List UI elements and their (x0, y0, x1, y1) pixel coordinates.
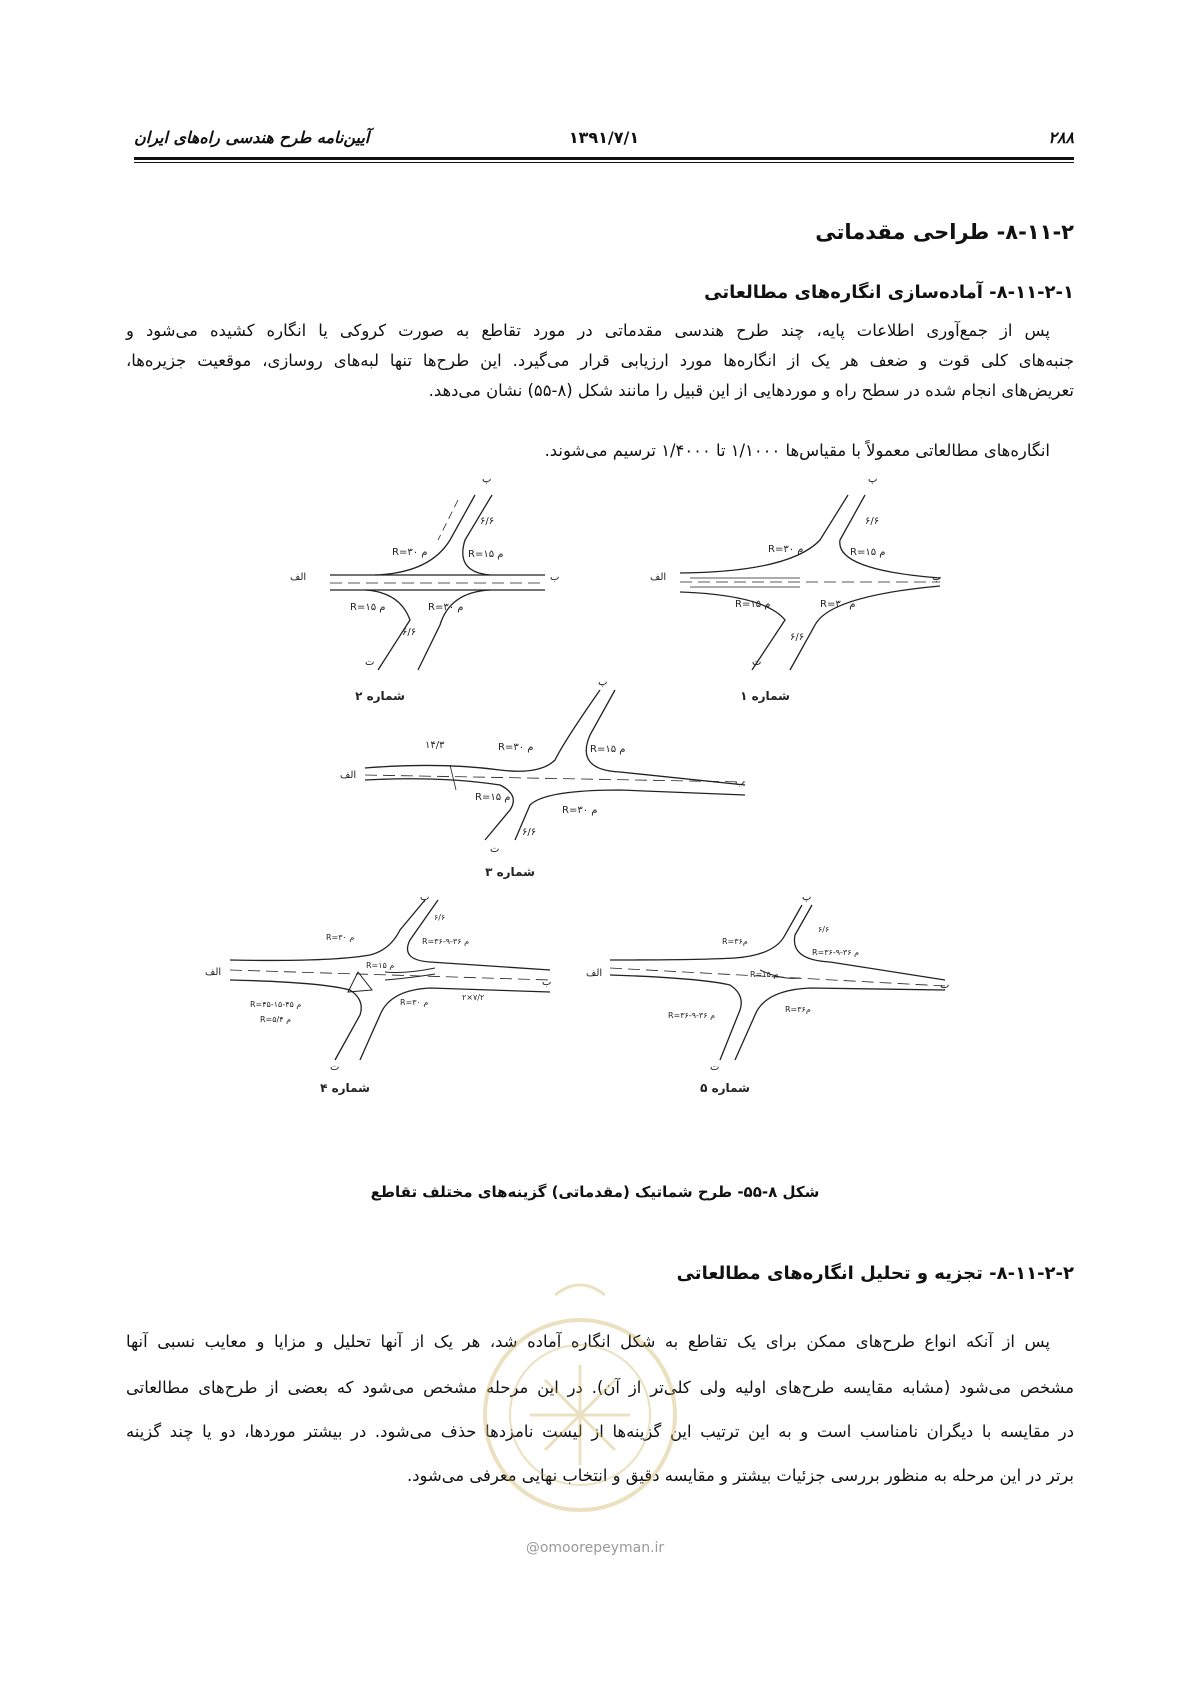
label-r30-2b: R=۳۰ م (428, 602, 464, 613)
label-r369-4: R=۳۶-۹-۳۶ م (422, 937, 470, 946)
label-w66-2a: ۶/۶ (480, 516, 495, 527)
figure-caption: شکل ۸-۵۵- طرح شماتیک (مقدماتی) گزینه‌های مختلف تقاطع (370, 1183, 820, 1201)
label-r30-3a: R=۳۰ م (498, 742, 534, 753)
paragraph-line: جنبه‌های کلی قوت و ضعف هر یک از انگاره‌ها مورد ارزیابی قرار می‌گیرد. این طرح‌ها تنها لبه‌های روسازی، موقعیت جزیره‌ها، (126, 351, 1074, 370)
label-w66-4: ۶/۶ (434, 913, 446, 922)
scheme-label-4: شماره ۴ (320, 1081, 370, 1095)
header-date: ۱۳۹۱/۷/۱ (568, 128, 640, 147)
label-r15-2b: R=۱۵ م (350, 602, 386, 613)
label-r15-1b: R=۱۵ م (735, 599, 771, 610)
label-alef-5: الف (586, 968, 603, 979)
label-te-5: ت (710, 1062, 720, 1073)
header-title: آیین‌نامه طرح هندسی راه‌های ایران (134, 128, 370, 147)
label-r54-4: R=۵/۴ م (260, 1015, 292, 1024)
label-w66-1b: ۶/۶ (790, 632, 805, 643)
label-alef-2: الف (290, 572, 307, 583)
subsection-heading-2: ۸-۱۱-۲-۲- تجزیه و تحلیل انگاره‌های مطالعاتی (676, 1263, 1074, 1284)
label-w2x-4: ۲×۷/۲ (462, 993, 485, 1002)
label-be-5: ب (940, 980, 950, 991)
label-pe-3: پ (598, 677, 608, 688)
label-r369-5b: R=۳۶-۹-۳۶ م (668, 1011, 716, 1020)
label-w66-3: ۶/۶ (522, 827, 537, 838)
label-te-3: ت (490, 844, 500, 855)
paragraph-2 (126, 436, 1074, 466)
label-pe-5: پ (802, 892, 812, 903)
label-w66-2b: ۶/۶ (402, 627, 417, 638)
header-rule-thin (134, 162, 1074, 163)
label-pe-2: پ (482, 474, 492, 485)
label-alef-4: الف (205, 967, 222, 978)
label-r30-1b: R=۳۰ م (820, 599, 856, 610)
paragraph-line: مشخص می‌شود (مشابه مقایسه طرح‌های اولیه ولی کلی‌تر از آن). در این مرحله مشخص می‌شود که بعضی از طرح‌های مطالعاتی (126, 1378, 1074, 1397)
scheme-label-3: شماره ۳ (485, 865, 535, 879)
scheme-4-drawing (230, 900, 550, 1060)
scheme-2-drawing (330, 495, 545, 670)
scheme-label-1: شماره ۱ (740, 689, 790, 703)
header-rule-thick (134, 157, 1074, 160)
label-r45-4: R=۴۵-۱۵-۴۵ م (250, 1000, 302, 1009)
label-r369-5a: R=۳۶-۹-۳۶ م (812, 948, 860, 957)
paragraph-line: پس از آنکه انواع طرح‌های ممکن برای یک تقاطع به شکل انگاره آماده شد، هر یک از آنها تحلیل و مزایا و معایب نسبی آنها (126, 1332, 1050, 1351)
label-r36-5b: R=۳۶م (785, 1005, 811, 1014)
label-pe-1: پ (868, 474, 878, 485)
paragraph-line: در مقایسه با دیگران نامناسب است و به این ترتیب این گزینه‌ها از لیست نامزدها حذف می‌شود. در بیشتر موردها، دو یا چند گزینه (126, 1422, 1074, 1441)
scheme-label-5: شماره ۵ (700, 1081, 750, 1095)
label-w143-3: ۱۴/۳ (425, 740, 445, 751)
label-r15-3b: R=۱۵ م (475, 792, 511, 803)
label-alef-3: الف (340, 770, 357, 781)
label-r30-2a: R=۳۰ م (392, 547, 428, 558)
label-te-4: ت (330, 1062, 340, 1073)
paragraph-1 (126, 316, 1074, 406)
section-heading: ۸-۱۱-۲- طراحی مقدماتی (815, 220, 1074, 244)
scheme-3-drawing (365, 690, 745, 840)
watermark-url: @omoorepeyman.ir (525, 1540, 665, 1556)
label-r15-1a: R=۱۵ م (850, 547, 886, 558)
label-alef-1: الف (650, 572, 667, 583)
watermark-logo (470, 1265, 690, 1545)
paragraph-line: برتر در این مرحله به منظور بررسی جزئیات بیشتر و مقایسه دقیق و انتخاب نهایی معرفی می‌شود. (407, 1466, 1074, 1485)
label-r15-5: R=۱۵ م (750, 970, 779, 979)
label-r30-4b: R=۳۰ م (400, 998, 429, 1007)
label-w66-5: ۶/۶ (818, 925, 830, 934)
label-r15-4: R=۱۵ م (366, 961, 395, 970)
scheme-1-drawing (680, 495, 940, 670)
page-header (134, 128, 1074, 152)
label-te-2: ت (365, 657, 375, 668)
scheme-label-2: شماره ۲ (355, 689, 405, 703)
label-w66-1a: ۶/۶ (865, 516, 880, 527)
label-r30-4a: R=۳۰ م (326, 933, 355, 942)
intersection-figure (200, 474, 1000, 1100)
subsection-heading-1: ۸-۱۱-۲-۱- آماده‌سازی انگاره‌های مطالعاتی (704, 282, 1074, 303)
paragraph-line: انگاره‌های مطالعاتی معمولاً با مقیاس‌ها ۱/۱۰۰۰ تا ۱/۴۰۰۰ ترسیم می‌شوند. (544, 441, 1050, 460)
label-r15-2a: R=۱۵ م (468, 549, 504, 560)
page-number: ۲۸۸ (1048, 128, 1074, 147)
scheme-5-drawing (610, 905, 945, 1060)
label-r30-3b: R=۳۰ م (562, 805, 598, 816)
label-be-2: ب (550, 572, 560, 583)
label-be-1: ب (932, 572, 942, 583)
label-be-4: ب (542, 977, 552, 988)
paragraph-line: تعریض‌های انجام شده در سطح راه و موردهایی از این قبیل را مانند شکل (۸-۵۵) نشان می‌دهد. (428, 381, 1074, 400)
label-r36-5a: R=۳۶م (722, 937, 748, 946)
intersection-sketches (200, 474, 1000, 1100)
label-te-1: ت (752, 657, 762, 668)
label-r15-3a: R=۱۵ م (590, 744, 626, 755)
paragraph-line: پس از جمع‌آوری اطلاعات پایه، چند طرح هندسی مقدماتی در مورد تقاطع به صورت کروکی یا انگاره کشیده می‌شود و (126, 321, 1050, 340)
label-be-3: ب (735, 777, 745, 788)
label-r30-1a: R=۳۰ م (768, 544, 804, 555)
label-pe-4: پ (420, 892, 430, 903)
